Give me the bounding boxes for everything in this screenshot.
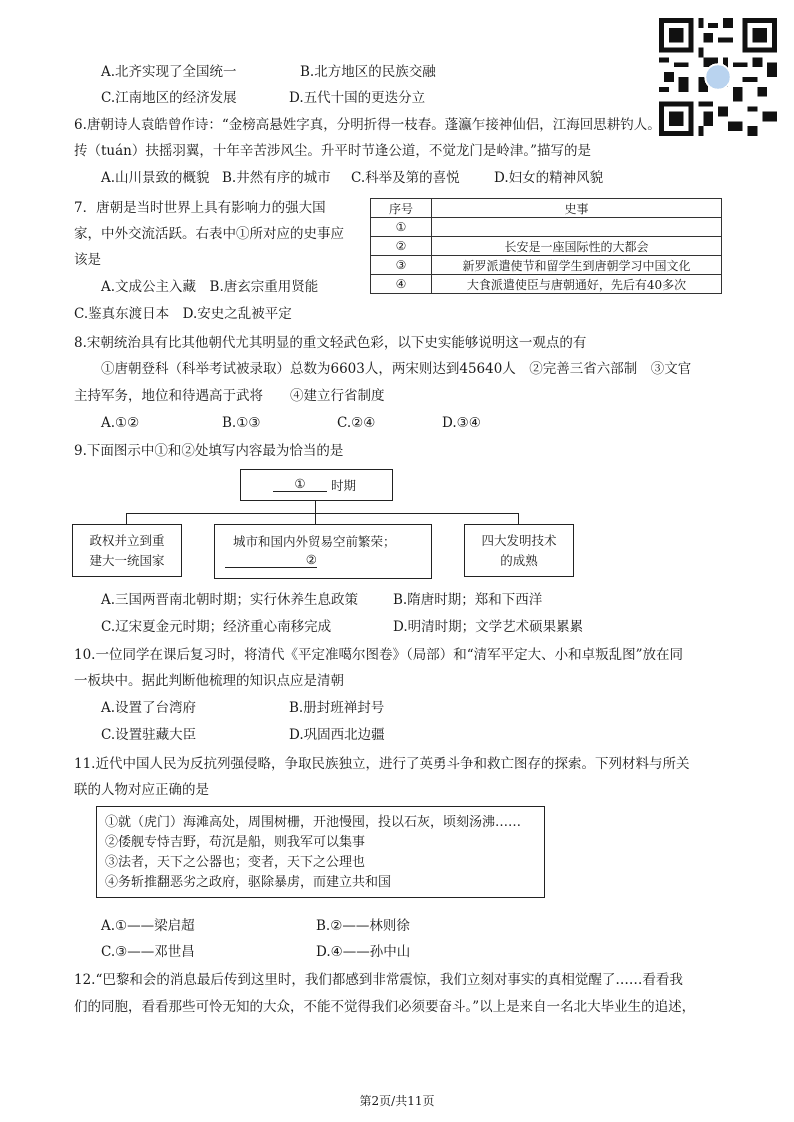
q9-option-b: B.隋唐时期；郑和下西洋: [393, 592, 543, 608]
q9-option-d: D.明清时期；文学艺术硕果累累: [393, 619, 584, 635]
q8-option-a: A.①②: [101, 415, 140, 431]
q6-stem-line1: 6.唐朝诗人袁皓曾作诗：“金榜高悬姓字真，分明折得一枝春。蓬瀛乍接神仙侣，江海回思耕钓人。: [74, 117, 661, 133]
table-row: [371, 256, 722, 275]
table-cell-event: 大食派遣使臣与唐朝通好，先后有40多次: [432, 275, 722, 294]
q8-stem-line3: 主持军务，地位和待遇高于武将 ④建立行省制度: [74, 388, 385, 404]
table-header-index: 序号: [371, 199, 432, 218]
material-line-2: ②倭舰专恃吉野，苟沉是船，则我军可以集事: [105, 835, 366, 850]
q7-history-table: [370, 198, 722, 294]
q5-option-c: C.江南地区的经济发展: [101, 90, 237, 106]
material-line-1: ①就（虎门）海滩高处，周围树栅，开池慢囤，投以石灰，顷刻汤沸……: [105, 815, 522, 830]
diagram-left-line2: 建大一统国家: [89, 553, 165, 568]
diagram-right-box: [464, 524, 574, 577]
q10-stem-line2: 一板块中。据此判断他梳理的知识点应是清朝: [74, 673, 344, 689]
diagram-right-line1: 四大发明技术: [481, 533, 557, 548]
diagram-top-box: [240, 469, 393, 501]
table-cell-event: [432, 218, 722, 237]
q10-option-c: C.设置驻藏大臣: [101, 727, 197, 743]
q6-option-a: A.山川景致的概貌: [101, 170, 210, 186]
q10-option-d: D.巩固西北边疆: [289, 727, 385, 743]
q9-option-c: C.辽宋夏金元时期；经济重心南移完成: [101, 619, 332, 635]
diagram-middle-box: [214, 524, 432, 579]
diagram-connector: [315, 513, 316, 524]
q6-option-c: C.科举及第的喜悦: [351, 170, 460, 186]
q8-option-c: C.②④: [337, 415, 376, 431]
diagram-top-label: 时期: [331, 478, 357, 493]
diagram-connector: [126, 513, 127, 524]
q7-stem-line1: 7．唐朝是当时世界上具有影响力的强大国: [74, 200, 326, 216]
q7-stem-line2: 家，中外交流活跃。右表中①所对应的史事应: [74, 226, 344, 242]
q11-material-box: [96, 806, 545, 898]
table-row: [371, 218, 722, 237]
q11-stem-line2: 联的人物对应正确的是: [74, 782, 209, 798]
q5-option-d: D.五代十国的更迭分立: [289, 90, 426, 106]
q12-stem-line1: 12.“巴黎和会的消息最后传到这里时，我们都感到非常震惊，我们立刻对事实的真相觉醒了……看看我: [74, 972, 683, 988]
diagram-middle-text: 城市和国内外贸易空前繁荣；: [233, 534, 396, 549]
q8-stem-line1: 8.宋朝统治具有比其他朝代尤其明显的重文轻武色彩，以下史实能够说明这一观点的有: [74, 335, 587, 351]
q11-option-c: C.③——邓世昌: [101, 944, 195, 960]
q8-option-b: B.①③: [222, 415, 261, 431]
table-cell-index: ②: [371, 237, 432, 256]
q6-stem-line2: 抟（tuán）扶摇羽翼，十年辛苦涉风尘。升平时节逢公道，不觉龙门是岭津。”描写的是: [74, 143, 592, 159]
qr-code-image: [658, 18, 778, 136]
table-row: [371, 237, 722, 256]
diagram-blank-1: ①: [273, 476, 327, 492]
q11-option-a: A.①——梁启超: [101, 918, 195, 934]
q10-option-a: A.设置了台湾府: [101, 700, 197, 716]
page-number: 第2页/共11页: [359, 1094, 435, 1108]
table-cell-event: 长安是一座国际性的大都会: [432, 237, 722, 256]
q7-options-row1: A.文成公主入藏 B.唐玄宗重用贤能: [101, 279, 319, 295]
diagram-connector: [315, 500, 316, 513]
q11-option-d: D.④——孙中山: [316, 944, 411, 960]
q11-stem-line1: 11.近代中国人民为反抗列强侵略，争取民族独立，进行了英勇斗争和救亡图存的探索。下列材料与所关: [74, 756, 690, 772]
q10-option-b: B.册封班禅封号: [289, 700, 385, 716]
diagram-connector: [518, 513, 519, 524]
q5-option-a: A.北齐实现了全国统一: [101, 64, 237, 80]
material-line-3: ③法者，天下之公器也；变者，天下之公理也: [105, 855, 366, 870]
q9-stem: 9.下面图示中①和②处填写内容最为恰当的是: [74, 443, 344, 459]
diagram-left-line1: 政权并立到重: [89, 533, 165, 548]
table-header-row: [371, 199, 722, 218]
table-cell-event: 新罗派遣使节和留学生到唐朝学习中国文化: [432, 256, 722, 275]
diagram-connector: [126, 513, 518, 514]
table-header-event: 史事: [432, 199, 722, 218]
diagram-right-line2: 的成熟: [500, 553, 538, 568]
q5-option-b: B.北方地区的民族交融: [300, 64, 436, 80]
table-cell-index: ①: [371, 218, 432, 237]
table-cell-index: ④: [371, 275, 432, 294]
diagram-left-box: [72, 524, 182, 577]
diagram-blank-2: ②: [225, 552, 317, 568]
q9-option-a: A.三国两晋南北朝时期；实行休养生息政策: [101, 592, 359, 608]
table-row: [371, 275, 722, 294]
q11-option-b: B.②——林则徐: [316, 918, 410, 934]
q8-stem-line2: ①唐朝登科（科举考试被录取）总数为6603人，两宋则达到45640人 ②完善三省六部制 ③文官: [101, 361, 692, 377]
q6-option-b: B.井然有序的城市: [222, 170, 331, 186]
table-cell-index: ③: [371, 256, 432, 275]
material-line-4: ④务斩推翻恶劣之政府，驱除暴虏，而建立共和国: [105, 875, 392, 890]
q7-options-row2: C.鉴真东渡日本 D.安史之乱被平定: [74, 306, 292, 322]
q8-option-d: D.③④: [442, 415, 481, 431]
q6-option-d: D.妇女的精神风貌: [494, 170, 604, 186]
q7-stem-line3: 该是: [74, 252, 101, 268]
q10-stem-line1: 10.一位同学在课后复习时，将清代《平定准噶尔图卷》（局部）和“清军平定大、小和卓叛乱图”放在同: [74, 647, 684, 663]
q12-stem-line2: 们的同胞，看看那些可怜无知的大众，不能不觉得我们必须要奋斗。”以上是来自一名北大毕业生的追述，: [74, 999, 696, 1015]
